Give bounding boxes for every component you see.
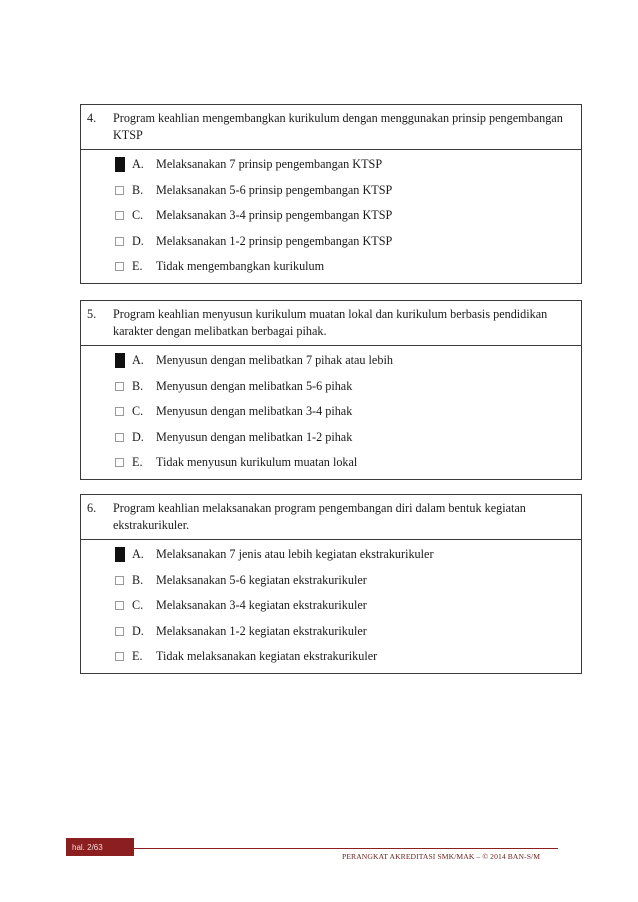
option-b[interactable] (81, 374, 581, 400)
question-header (81, 495, 581, 540)
option-text: Menyusun dengan melibatkan 5-6 pihak (156, 378, 353, 393)
question-text: Program keahlian menyusun kurikulum muatan lokal dan kurikulum berbasis pendidikan karakter dengan melibatkan berbagai pihak. (113, 307, 548, 338)
option-text: Melaksanakan 3-4 kegiatan ekstrakurikuler (156, 598, 367, 613)
option-letter: D. (132, 233, 144, 248)
option-b[interactable] (81, 178, 581, 204)
question-number: 5. (87, 307, 97, 321)
option-letter: A. (132, 547, 144, 562)
option-letter: C. (132, 598, 144, 613)
option-b[interactable] (81, 568, 581, 594)
checkbox-unchecked[interactable] (115, 262, 124, 271)
option-letter: E. (132, 259, 143, 274)
checkbox-unchecked[interactable] (115, 433, 124, 442)
question-6 (80, 494, 582, 674)
question-4 (80, 104, 582, 284)
checkbox-unchecked[interactable] (115, 382, 124, 391)
option-letter: A. (132, 353, 144, 368)
option-c[interactable] (81, 203, 581, 229)
checkbox-unchecked[interactable] (115, 237, 124, 246)
checkbox-unchecked[interactable] (115, 576, 124, 585)
option-text: Melaksanakan 5-6 kegiatan ekstrakurikuler (156, 572, 367, 587)
option-text: Tidak menyusun kurikulum muatan lokal (156, 455, 358, 470)
question-text: Program keahlian mengembangkan kurikulum dengan menggunakan prinsip pengembangan KTSP (113, 111, 563, 142)
checkbox-checked[interactable] (115, 157, 125, 172)
option-c[interactable] (81, 593, 581, 619)
checkbox-unchecked[interactable] (115, 458, 124, 467)
option-text: Melaksanakan 7 prinsip pengembangan KTSP (156, 157, 383, 172)
option-text: Menyusun dengan melibatkan 7 pihak atau lebih (156, 353, 393, 368)
option-letter: B. (132, 182, 144, 197)
option-a[interactable] (81, 152, 581, 178)
option-letter: B. (132, 572, 144, 587)
question-5 (80, 300, 582, 480)
checkbox-unchecked[interactable] (115, 211, 124, 220)
option-list (81, 346, 581, 479)
question-text: Program keahlian melaksanakan program pengembangan diri dalam bentuk kegiatan ekstrakurikuler. (113, 501, 526, 532)
checkbox-unchecked[interactable] (115, 407, 124, 416)
option-text: Menyusun dengan melibatkan 3-4 pihak (156, 404, 353, 419)
option-text: Melaksanakan 5-6 prinsip pengembangan KTSP (156, 182, 393, 197)
option-letter: D. (132, 623, 144, 638)
page-number-tab: hal. 2/63 (66, 838, 134, 856)
option-d[interactable] (81, 619, 581, 645)
option-letter: A. (132, 157, 144, 172)
question-header (81, 301, 581, 346)
question-number: 4. (87, 111, 97, 125)
option-letter: D. (132, 429, 144, 444)
option-letter: E. (132, 455, 143, 470)
checkbox-unchecked[interactable] (115, 186, 124, 195)
option-letter: C. (132, 404, 144, 419)
option-text: Melaksanakan 3-4 prinsip pengembangan KTSP (156, 208, 393, 223)
checkbox-unchecked[interactable] (115, 627, 124, 636)
option-text: Melaksanakan 1-2 prinsip pengembangan KTSP (156, 233, 393, 248)
option-text: Menyusun dengan melibatkan 1-2 pihak (156, 429, 353, 444)
option-e[interactable] (81, 254, 581, 280)
option-e[interactable] (81, 644, 581, 670)
option-text: Melaksanakan 1-2 kegiatan ekstrakurikuler (156, 623, 367, 638)
question-header (81, 105, 581, 150)
footer-divider (134, 848, 558, 849)
option-c[interactable] (81, 399, 581, 425)
question-number: 6. (87, 501, 97, 515)
option-letter: B. (132, 378, 144, 393)
option-d[interactable] (81, 229, 581, 255)
checkbox-unchecked[interactable] (115, 652, 124, 661)
option-list (81, 150, 581, 283)
checkbox-checked[interactable] (115, 353, 125, 368)
option-text: Tidak mengembangkan kurikulum (156, 259, 325, 274)
option-letter: C. (132, 208, 144, 223)
option-e[interactable] (81, 450, 581, 476)
option-text: Tidak melaksanakan kegiatan ekstrakurikuler (156, 649, 378, 664)
checkbox-unchecked[interactable] (115, 601, 124, 610)
option-d[interactable] (81, 425, 581, 451)
option-list (81, 540, 581, 673)
option-a[interactable] (81, 348, 581, 374)
option-text: Melaksanakan 7 jenis atau lebih kegiatan ekstrakurikuler (156, 547, 434, 562)
option-letter: E. (132, 649, 143, 664)
footer-text: PERANGKAT AKREDITASI SMK/MAK – © 2014 BAN-S/M (342, 852, 541, 861)
checkbox-checked[interactable] (115, 547, 125, 562)
option-a[interactable] (81, 542, 581, 568)
